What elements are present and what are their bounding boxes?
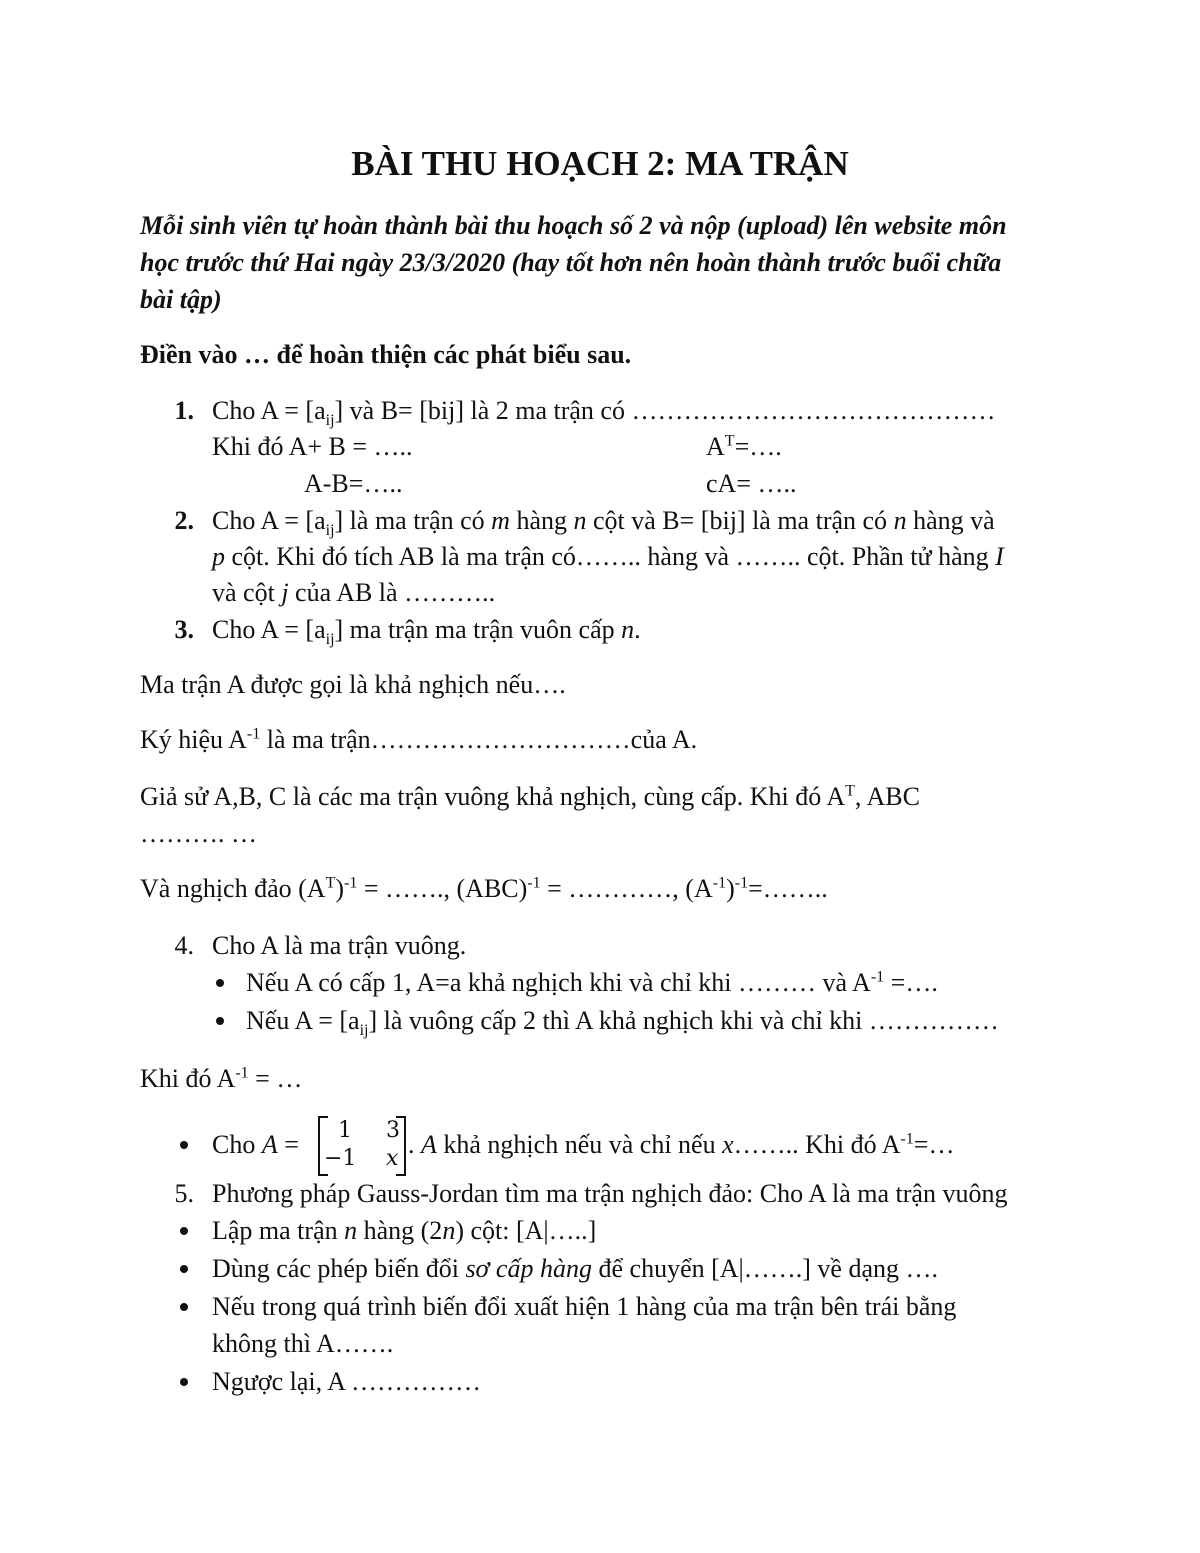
- assumption-dots: ………. …: [140, 819, 257, 848]
- bullet-icon: [216, 979, 224, 987]
- example-prefix: Cho A =: [212, 1130, 299, 1159]
- page-title: BÀI THU HOẠCH 2: MA TRẬN: [351, 144, 849, 183]
- matrix-cell: x: [386, 1146, 399, 1171]
- q5-step-4: Ngược lại, A ……………: [212, 1367, 482, 1396]
- q3-number: 3.: [174, 615, 194, 644]
- assumption-line: Giả sử A,B, C là các ma trận vuông khả nghịch, cùng cấp. Khi đó $A^T$, ABC: [140, 782, 920, 811]
- q2-line-2: p cột. Khi đó tích AB là ma trận có…….. hàng và …….. cột. Phần tử hàng I: [212, 542, 1004, 571]
- q4-number: 4.: [174, 931, 194, 960]
- q5-step-3-line-1: Nếu trong quá trình biến đổi xuất hiện 1 hàng của ma trận bên trái bằng: [212, 1292, 957, 1321]
- inverse-formula-line: Khi đó $A^{-1}$ = …: [140, 1064, 303, 1093]
- matrix-cell: 3: [386, 1118, 400, 1143]
- bullet-icon: [216, 1017, 224, 1025]
- q5-step-2: Dùng các phép biến đổi sơ cấp hàng để chuyển [A|…….] về dạng ….: [212, 1254, 938, 1283]
- q5-line: Phương pháp Gauss-Jordan tìm ma trận nghịch đảo: Cho A là ma trận vuông: [212, 1179, 1008, 1208]
- instruction-line-2: học trước thứ Hai ngày 23/3/2020 (hay tốt hơn nên hoàn thành trước buổi chữa: [140, 248, 1002, 277]
- instruction-line-1: Mỗi sinh viên tự hoàn thành bài thu hoạch số 2 và nộp (upload) lên website môn: [140, 211, 1007, 240]
- q1-sum: Khi đó A+ B = …..: [212, 432, 413, 461]
- q5-step-3-line-2: không thì A…….: [212, 1329, 394, 1358]
- q4-bullet-2: Nếu $A = [a_{ij}]$ là vuông cấp 2 thì A khả nghịch khi và chỉ khi ……………: [246, 1006, 999, 1040]
- q2-line-1: Cho $A = [a_{ij}]$ là ma trận có m hàng n cột và B= [bij] là ma trận có n hàng và: [212, 506, 995, 540]
- inverse-symbol: Ký hiệu $A^{-1}$ là ma trận…………………………của A.: [140, 725, 698, 754]
- q5-number: 5.: [174, 1179, 194, 1208]
- q2-line-3: và cột j của AB là ………..: [212, 578, 496, 607]
- example-matrix: [0, 1116, 420, 1174]
- q1-number: 1.: [174, 396, 194, 425]
- q1-transpose: $A^T=\dots$.: [706, 432, 782, 461]
- matrix-right-bracket: [396, 1116, 406, 1176]
- q3-line: Cho $A = [a_{ij}]$ ma trận ma trận vuôn cấp n.: [212, 615, 641, 649]
- bullet-icon: [180, 1303, 188, 1311]
- inverse-properties: Và nghịch đảo $(A^T)^{-1}$ = ……., (ABC)$^{-1}$ = …………, $(A^{-1})^{-1}=\dots\dots$..: [140, 874, 828, 903]
- q4-line: Cho A là ma trận vuông.: [212, 931, 467, 960]
- q1-scalar: cA= …..: [706, 469, 797, 498]
- example-condition: . A khả nghịch nếu và chỉ nếu x…….. Khi đó $A^{-1}=\dots$: [408, 1130, 955, 1159]
- instruction-line-3: bài tập): [140, 285, 222, 314]
- matrix-cell: 1: [338, 1118, 352, 1143]
- invertible-definition: Ma trận A được gọi là khả nghịch nếu….: [140, 670, 566, 699]
- q5-step-1: Lập ma trận n hàng (2n) cột: [A|…..]: [212, 1216, 597, 1245]
- q4-bullet-1: Nếu A có cấp 1, A=a khả nghịch khi và chỉ khi ……… và $A^{-1}$ =….: [246, 968, 938, 997]
- bullet-icon: [180, 1378, 188, 1386]
- matrix-cell: −1: [324, 1146, 357, 1171]
- q1-difference: A-B=…..: [304, 469, 403, 498]
- q2-number: 2.: [174, 506, 194, 535]
- bullet-icon: [180, 1265, 188, 1273]
- bullet-icon: [180, 1227, 188, 1235]
- q1-line-1: Cho $A = [a_{ij}]$ và B= [bij] là 2 ma trận có ……………………………………: [212, 396, 996, 430]
- fill-in-prompt: Điền vào … để hoàn thiện các phát biểu sau.: [140, 340, 632, 369]
